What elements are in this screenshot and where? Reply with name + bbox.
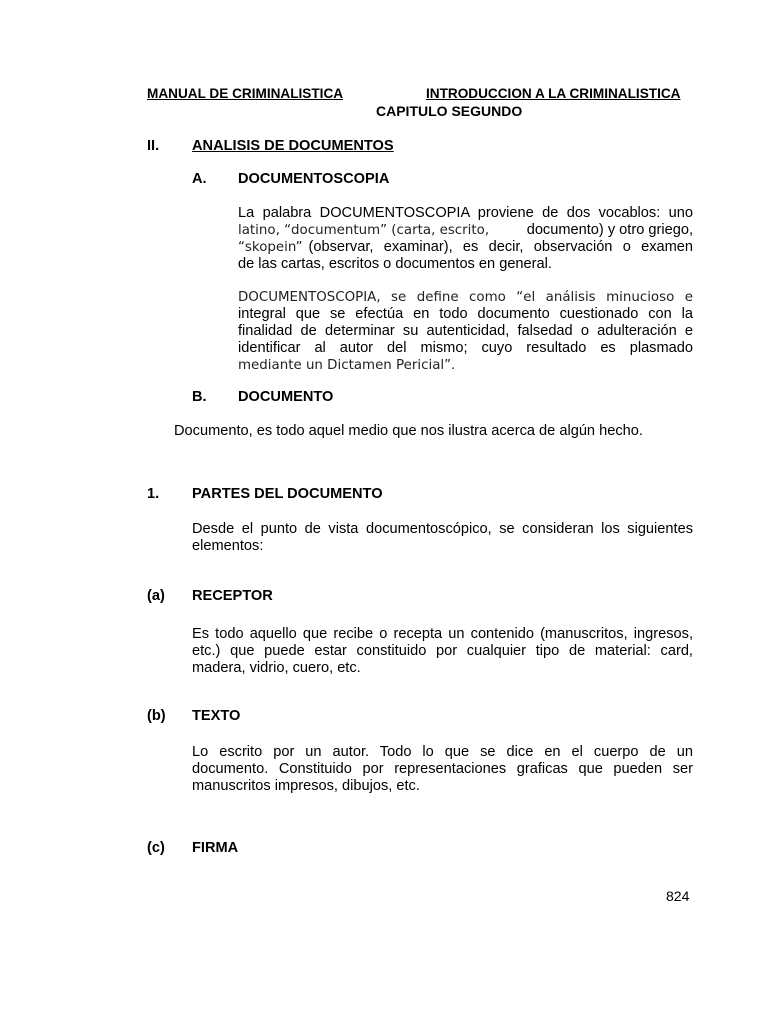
item-c-title: FIRMA	[192, 840, 239, 856]
texto-line2: documento. Constituido por representaciones graficas que pueden ser	[192, 761, 693, 777]
item-a-title: RECEPTOR	[192, 588, 273, 604]
p1-line3-part-b: (observar, examinar), es decir, observación o examen	[308, 239, 693, 255]
documentoscopia-p1-line3	[238, 239, 693, 256]
p1-line2-part-b: documento) y otro griego,	[526, 222, 693, 238]
chapter-title: CAPITULO SEGUNDO	[376, 103, 523, 119]
section-b-title: DOCUMENTO	[238, 389, 334, 405]
documentoscopia-p2-line1: DOCUMENTOSCOPIA, se define como “el análisis minucioso e	[238, 290, 693, 305]
p1-line3-part-a: “skopein”	[238, 240, 303, 255]
header-right-title: INTRODUCCION A LA CRIMINALISTICA	[426, 86, 681, 101]
section-1-number: 1.	[147, 486, 160, 502]
documentoscopia-p1-line1: La palabra DOCUMENTOSCOPIA proviene de dos vocablos: uno	[238, 205, 693, 221]
item-b-title: TEXTO	[192, 708, 241, 724]
receptor-line1: Es todo aquello que recibe o recepta un contenido (manuscritos, ingresos,	[192, 626, 693, 642]
header-left-title: MANUAL DE CRIMINALISTICA	[147, 86, 344, 101]
page-number: 824	[666, 888, 690, 904]
texto-line1: Lo escrito por un autor. Todo lo que se dice en el cuerpo de un	[192, 744, 693, 760]
section-a-number: A.	[192, 171, 207, 187]
documentoscopia-p2-line3: finalidad de determinar su autenticidad, falsedad o adulteración e	[238, 323, 693, 339]
item-c-number: (c)	[147, 840, 165, 856]
receptor-line3: madera, vidrio, cuero, etc.	[192, 660, 361, 676]
partes-line1: Desde el punto de vista documentoscópico, se consideran los siguientes	[192, 521, 693, 537]
partes-line2: elementos:	[192, 538, 264, 554]
documentoscopia-p1-line4: de las cartas, escritos o documentos en general.	[238, 256, 552, 272]
receptor-line2: etc.) que puede estar constituido por cualquier tipo de material: card,	[192, 643, 693, 659]
documentoscopia-p1-line2	[238, 222, 693, 239]
section-ii-title: ANALISIS DE DOCUMENTOS	[192, 138, 394, 154]
section-1-title: PARTES DEL DOCUMENTO	[192, 486, 383, 502]
texto-line3: manuscritos impresos, dibujos, etc.	[192, 778, 420, 794]
section-a-title: DOCUMENTOSCOPIA	[238, 171, 390, 187]
documento-definition: Documento, es todo aquel medio que nos ilustra acerca de algún hecho.	[174, 423, 643, 439]
p1-line2-part-a: latino, “documentum” (carta, escrito,	[238, 223, 490, 238]
item-a-number: (a)	[147, 588, 165, 604]
documentoscopia-p2-line5: mediante un Dictamen Pericial”.	[238, 358, 456, 373]
item-b-number: (b)	[147, 708, 166, 724]
section-ii-number: II.	[147, 138, 160, 154]
documentoscopia-p2-line4: identificar al autor del mismo; cuyo resultado es plasmado	[238, 340, 693, 356]
documentoscopia-p2-line2: integral que se efectúa en todo documento cuestionado con la	[238, 306, 693, 322]
section-b-number: B.	[192, 389, 207, 405]
